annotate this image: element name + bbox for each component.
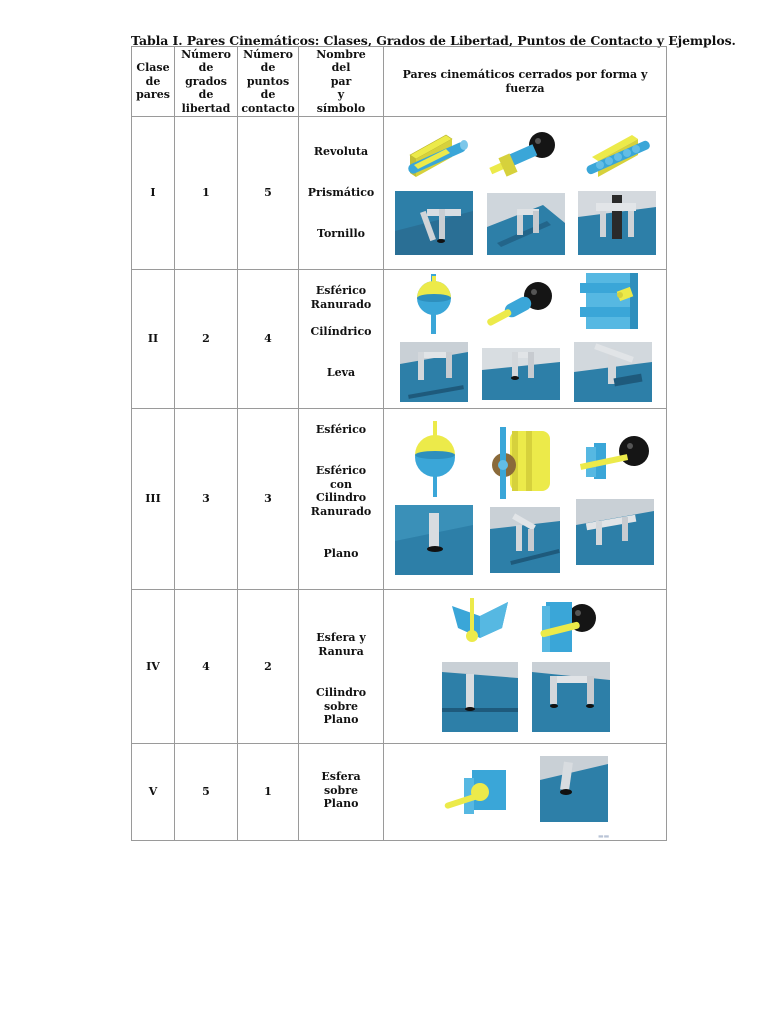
table-caption: Tabla I. Pares Cinemáticos: Clases, Grados de Libertad, Puntos de Contacto y Ejemplos.	[131, 33, 736, 48]
table-row-class-ii	[132, 270, 667, 409]
pair-name-esfera-ranura: Esfera y Ranura	[316, 631, 366, 658]
planar-render-icon	[580, 431, 652, 493]
cell-puntos: 2	[238, 590, 299, 744]
sphere-on-plane-photo	[540, 756, 608, 822]
cell-puntos: 4	[238, 270, 299, 409]
cell-nombre	[299, 409, 384, 590]
cell-grados: 3	[175, 409, 238, 590]
cell-examples	[384, 590, 667, 744]
prismatic-photo	[487, 193, 565, 255]
cell-puntos: 3	[238, 409, 299, 590]
cell-nombre	[299, 744, 384, 841]
footer-mark: ▬▬	[598, 833, 610, 840]
sphere-slotted-cylinder-render-icon	[488, 427, 552, 499]
cell-examples	[384, 744, 667, 841]
cell-clase: V	[132, 744, 175, 841]
pair-name-esferico-ranurado: Esférico Ranurado	[310, 284, 372, 311]
cylindrical-render-icon	[486, 280, 556, 336]
revolute-photo	[395, 191, 473, 255]
pair-name-esfera-sobre-plano: Esfera sobre Plano	[321, 770, 361, 810]
cylindrical-photo	[482, 348, 560, 400]
cell-clase: IV	[132, 590, 175, 744]
cell-grados: 5	[175, 744, 238, 841]
pair-name-esferico: Esférico	[315, 423, 367, 436]
cell-clase: II	[132, 270, 175, 409]
kinematic-pairs-table	[131, 46, 667, 841]
cell-grados: 4	[175, 590, 238, 744]
cam-photo	[574, 342, 652, 402]
pair-name-prismatico: Prismático	[307, 186, 375, 199]
sphere-groove-render-icon	[450, 598, 512, 652]
prismatic-joint-render-icon	[488, 127, 560, 185]
cam-render-icon	[578, 273, 644, 331]
cell-puntos: 1	[238, 744, 299, 841]
spherical-photo	[395, 505, 473, 575]
header-clase: Clase de pares	[132, 47, 175, 117]
screw-joint-render-icon	[582, 127, 656, 185]
cell-grados: 2	[175, 270, 238, 409]
pair-name-tornillo: Tornillo	[317, 227, 365, 240]
header-puntos: Número de puntos de contacto	[238, 47, 299, 117]
spherical-render-icon	[412, 421, 458, 497]
pair-name-plano: Plano	[323, 547, 359, 560]
cell-examples	[384, 270, 667, 409]
cell-examples	[384, 117, 667, 270]
revolute-joint-render-icon	[402, 127, 470, 185]
pair-name-revoluta: Revoluta	[313, 145, 369, 158]
table-row-class-iii	[132, 409, 667, 590]
header-row	[132, 47, 667, 117]
planar-photo	[576, 499, 654, 565]
cell-nombre	[299, 270, 384, 409]
sphere-on-plane-render-icon	[444, 768, 510, 816]
table-row-class-iv	[132, 590, 667, 744]
cell-clase: I	[132, 117, 175, 270]
cylinder-on-plane-photo	[532, 662, 610, 732]
cell-grados: 1	[175, 117, 238, 270]
pair-name-esferico-cilindro-ranurado: Esférico con Cilindro Ranurado	[310, 464, 372, 518]
pair-name-leva: Leva	[326, 366, 356, 379]
slotted-spherical-photo	[400, 342, 468, 402]
table-row-class-i	[132, 117, 667, 270]
sphere-slotted-cylinder-photo	[490, 507, 560, 573]
screw-photo	[578, 191, 656, 255]
cell-nombre	[299, 590, 384, 744]
cell-clase: III	[132, 409, 175, 590]
header-grados: Número de grados de libertad	[175, 47, 238, 117]
pair-name-cilindro-sobre-plano: Cilindro sobre Plano	[315, 686, 367, 726]
header-pares: Pares cinemáticos cerrados por forma y fuerza	[384, 47, 667, 117]
cell-examples	[384, 409, 667, 590]
pair-name-cilindrico: Cilíndrico	[310, 325, 372, 338]
sphere-groove-photo	[442, 662, 518, 732]
cylinder-on-plane-render-icon	[540, 598, 600, 658]
cell-puntos: 5	[238, 117, 299, 270]
table-row-class-v	[132, 744, 667, 841]
header-nombre: Nombre del par y símbolo	[299, 47, 384, 117]
cell-nombre	[299, 117, 384, 270]
slotted-spherical-render-icon	[412, 274, 456, 334]
